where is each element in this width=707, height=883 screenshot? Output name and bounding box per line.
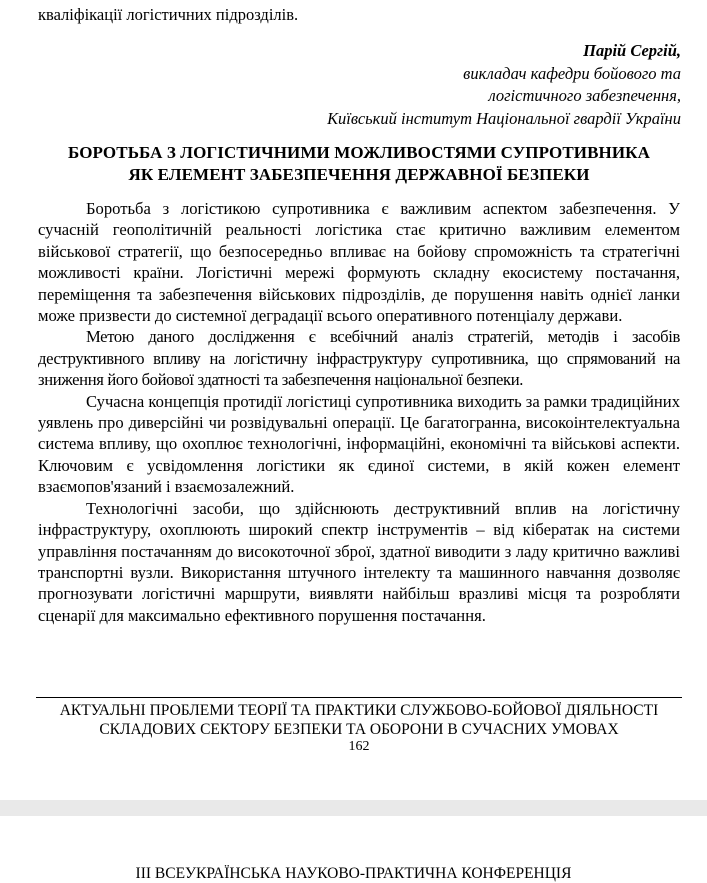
article-title-line2: ЯК ЕЛЕМЕНТ ЗАБЕЗПЕЧЕННЯ ДЕРЖАВНОЇ БЕЗПЕКИ bbox=[128, 165, 590, 184]
footer-divider bbox=[36, 697, 682, 698]
author-position-line1: викладач кафедри бойового та bbox=[463, 63, 681, 83]
conference-footer-line1: АКТУАЛЬНІ ПРОБЛЕМИ ТЕОРІЇ ТА ПРАКТИКИ СЛУЖБОВО-БОЙОВОЇ ДІЯЛЬНОСТІ bbox=[59, 702, 659, 719]
page-separator bbox=[0, 800, 707, 816]
previous-paragraph-last-line: кваліфікації логістичних підрозділів. bbox=[38, 5, 299, 24]
author-position-line2: логістичного забезпечення, bbox=[488, 86, 681, 105]
author-block bbox=[327, 40, 681, 130]
conference-footer bbox=[36, 701, 682, 739]
body-paragraph: Технологічні засоби, що здійснюють деструктивний вплив на логістичну інфраструктуру, охоплюють широкий спектр інструментів – від кібератак на системи управління постачанням до високоточної зброї, здатної виводити з ладу критично важливі транспортні вузли. Використання штучного інтелекту та машинного навчання дозволяє прогнозувати логістичні маршрути, виявляти найбільш вразливі місця та розробляти сценарії для максимально ефективного порушення постачання. bbox=[38, 498, 680, 625]
conference-footer-line2: СКЛАДОВИХ СЕКТОРУ БЕЗПЕКИ ТА ОБОРОНИ В СУЧАСНИХ УМОВАХ bbox=[99, 721, 619, 738]
next-page-header: ІІІ ВСЕУКРАЇНСЬКА НАУКОВО-ПРАКТИЧНА КОНФЕРЕНЦІЯ bbox=[135, 865, 572, 882]
body-paragraph: Боротьба з логістикою супротивника є важливим аспектом забезпечення. У сучасній геополітичній реальності логістика стає критично важливим елементом військової стратегії, що безпосередньо впливає на бойову спроможність та стратегічні можливості країни. Логістичні мережі формують складну екосистему постачання, переміщення та забезпечення військових підрозділів, де порушення навіть однієї ланки може призвести до системної деградації всього оперативного потенціалу держави. bbox=[38, 199, 680, 326]
author-name: Парій Сергій, bbox=[583, 41, 681, 60]
article-title-line1: БОРОТЬБА З ЛОГІСТИЧНИМИ МОЖЛИВОСТЯМИ СУПРОТИВНИКА bbox=[68, 143, 650, 162]
article-title bbox=[30, 142, 688, 186]
author-institution: Київський інститут Національної гвардії України bbox=[327, 108, 681, 128]
page-number: 162 bbox=[348, 739, 370, 754]
body-paragraph: Метою даного дослідження є всебічний аналіз стратегій, методів і засобів деструктивного впливу на логістичну інфраструктуру супротивника, що спрямований на зниження його бойової здатності та забезпечення національної безпеки. bbox=[38, 327, 680, 390]
article-body bbox=[38, 198, 680, 626]
body-paragraph: Сучасна концепція протидії логістиці супротивника виходить за рамки традиційних уявлень про диверсійні чи розвідувальні операції. Це багатогранна, високоінтелектуальна система впливу, що охоплює технологічні, інформаційні, економічні та військові аспекти. Ключовим є усвідомлення логістики як єдиної системи, в якій кожен елемент взаємопов'язаний і взаємозалежний. bbox=[38, 391, 680, 497]
